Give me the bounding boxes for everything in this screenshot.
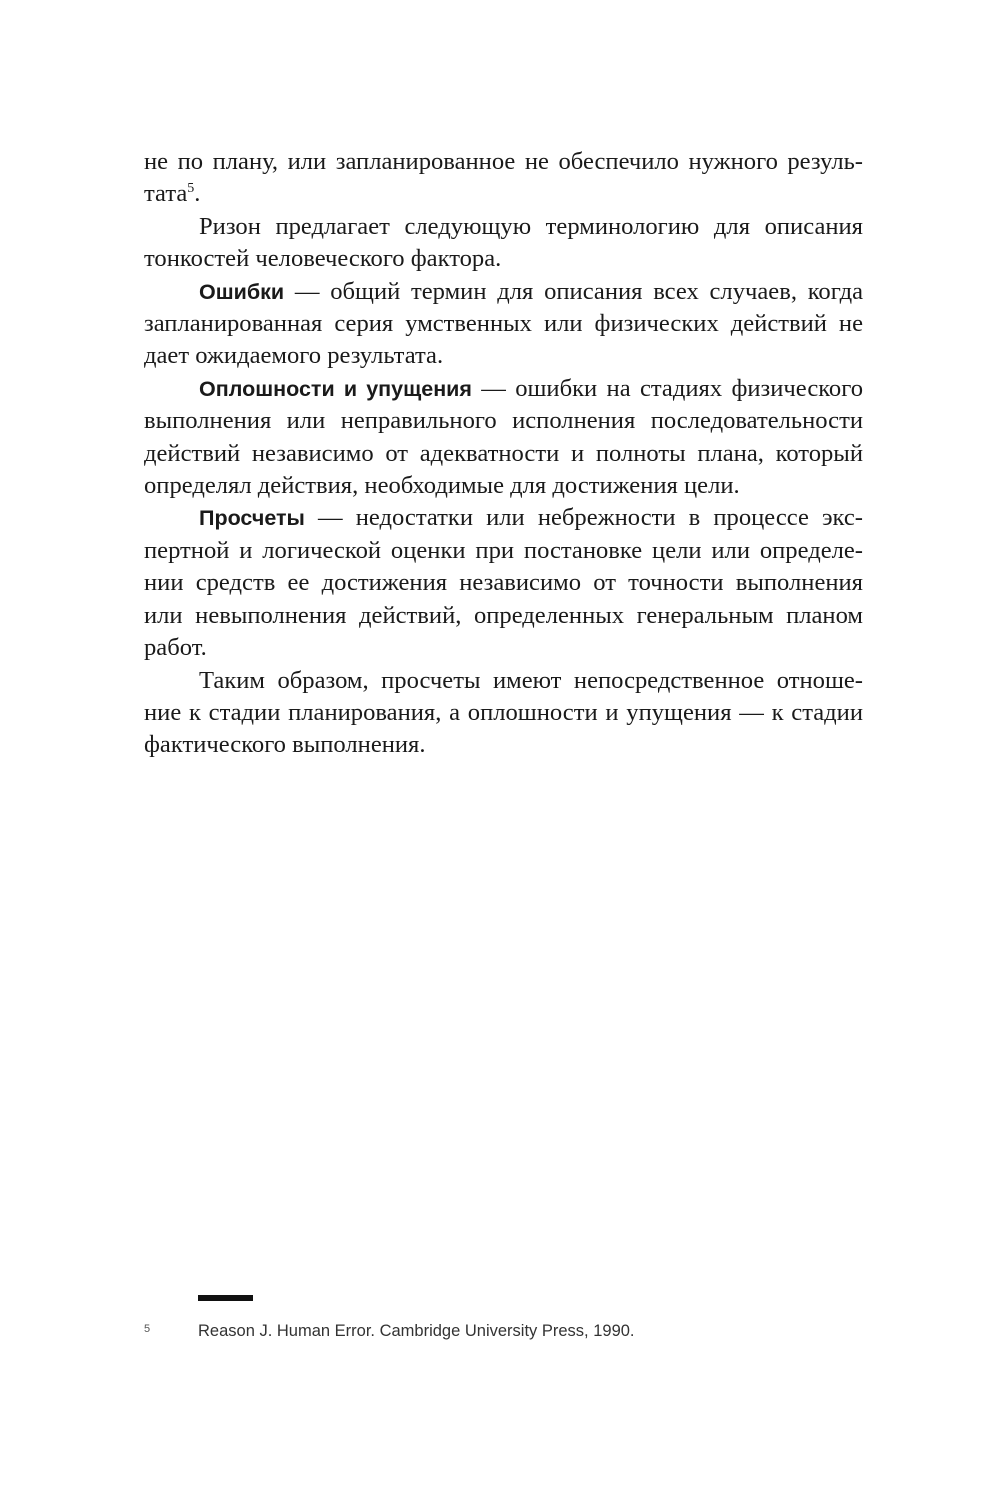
paragraph-text: Таким образом, просчеты имеют непосредственное отноше- ние к стадии планирования, а оплошности и упущения — к стадии фактического выполнения. xyxy=(144,666,863,759)
paragraph-text: Ризон предлагает следующую терминологию для описания тонкостей человеческого фактора. xyxy=(144,212,863,273)
paragraph-intro xyxy=(144,211,863,276)
paragraph-mistakes xyxy=(144,502,863,664)
main-text xyxy=(144,146,863,762)
term-heading: Ошибки xyxy=(199,279,285,304)
footnote-divider xyxy=(198,1295,253,1301)
footnote-number: 5 xyxy=(144,1323,151,1335)
paragraph-text: — недостатки или небрежности в процессе экс- пертной и логической оценки при постановке цели или определе- нии средств ее достижения независимо от точности выполнения или невыполнения действий, определенных генеральным планом работ. xyxy=(144,504,863,662)
paragraph-text: — ошибки на стадиях физического выполнения или неправильного исполнения последовательности действий независимо от адекватности и полноты плана, который определял действия, необходимые для достижения цели. xyxy=(144,374,863,500)
paragraph-tail: . xyxy=(194,180,201,208)
paragraph-text: — общий термин для описания всех случаев, когда запланированная серия умственных или физических действий не дает ожидаемого результата. xyxy=(144,277,863,370)
term-heading: Оплошности и упущения xyxy=(199,376,472,401)
paragraph-conclusion xyxy=(144,665,863,762)
paragraph-errors xyxy=(144,276,863,373)
term-heading: Просчеты xyxy=(199,506,305,531)
footnote-text: Reason J. Human Error. Cambridge University Press, 1990. xyxy=(198,1322,635,1340)
paragraph-continuation xyxy=(144,146,863,211)
footnote-reference: 5 xyxy=(187,181,195,197)
paragraph-slips xyxy=(144,373,863,503)
paragraph-text: не по плану, или запланированное не обеспечило нужного резуль- тата xyxy=(144,148,863,208)
